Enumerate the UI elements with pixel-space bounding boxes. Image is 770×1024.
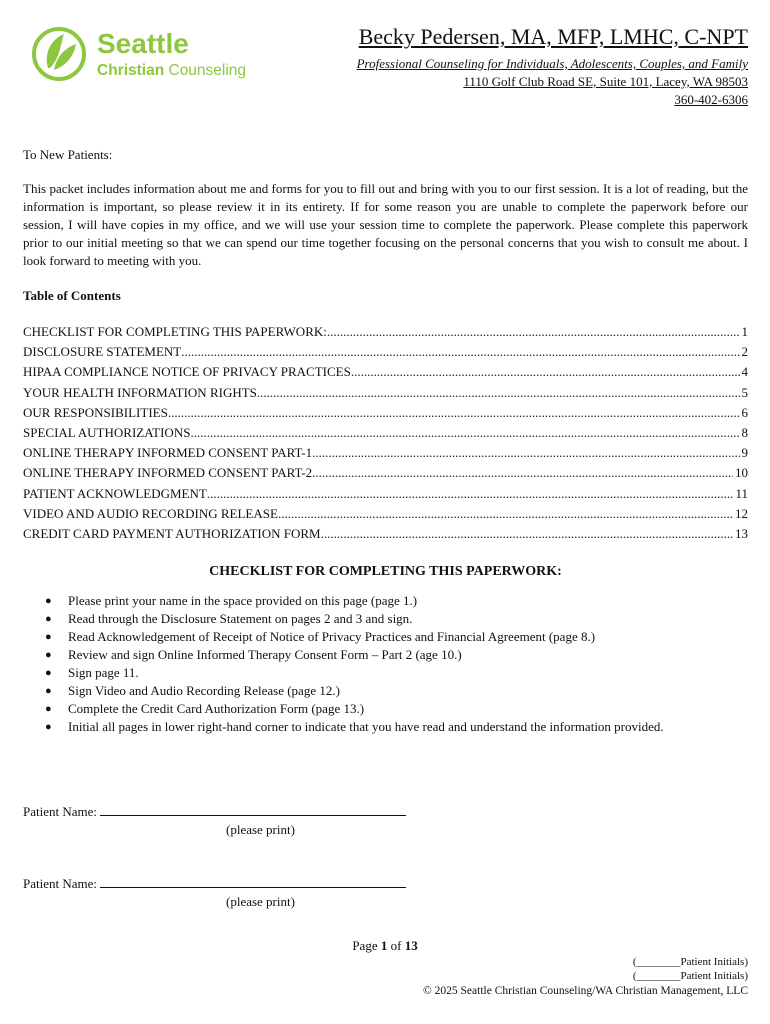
toc-entry[interactable] bbox=[23, 486, 748, 506]
toc-leader-dots bbox=[327, 324, 740, 340]
table-of-contents bbox=[23, 324, 748, 546]
toc-entry[interactable] bbox=[23, 385, 748, 405]
toc-entry-label: VIDEO AND AUDIO RECORDING RELEASE bbox=[23, 505, 278, 521]
toc-entry[interactable] bbox=[23, 364, 748, 384]
toc-entry-page: 2 bbox=[741, 344, 748, 360]
checklist-item: ● Initial all pages in lower right-hand corner to indicate that you have read and understand the information provided. bbox=[45, 718, 748, 736]
toc-title: Table of Contents bbox=[23, 288, 121, 303]
toc-leader-dots bbox=[181, 344, 739, 360]
toc-entry-page: 8 bbox=[741, 424, 748, 440]
patient-name-line[interactable] bbox=[100, 877, 406, 888]
address: 1110 Golf Club Road SE, Suite 101, Lacey, WA 98503 bbox=[463, 74, 748, 89]
please-print-hint: (please print) bbox=[226, 894, 295, 909]
letterhead bbox=[357, 24, 748, 109]
toc-leader-dots bbox=[321, 526, 733, 542]
toc-leader-dots bbox=[207, 486, 734, 502]
toc-entry[interactable] bbox=[23, 526, 748, 546]
intro-paragraph: This packet includes information about me and forms for you to fill out and bring with you to our first session. It is a lot of reading, but the information is important, so please review it in its entirety. If for some reason you are unable to complete the paperwork before our session, I will have copies in my office, and we will use your session time to complete the paperwork. Please complete this paperwork prior to our initial meeting so that we can spend our time together focusing on the personal concerns that you wish to consult me about. I look forward to meeting with you. bbox=[23, 181, 748, 268]
toc-entry-page: 13 bbox=[735, 525, 748, 541]
toc-entry-page: 12 bbox=[735, 505, 748, 521]
toc-entry-page: 5 bbox=[741, 384, 748, 400]
checklist-item: ● Read through the Disclosure Statement on pages 2 and 3 and sign. bbox=[45, 610, 748, 628]
toc-entry-label: CHECKLIST FOR COMPLETING THIS PAPERWORK: bbox=[23, 324, 327, 339]
toc-entry-label: SPECIAL AUTHORIZATIONS bbox=[23, 424, 191, 440]
patient-name-label: Patient Name: bbox=[23, 804, 98, 819]
checklist-item: ● Read Acknowledgement of Receipt of Notice of Privacy Practices and Financial Agreement (page 8.) bbox=[45, 628, 748, 646]
toc-entry-label: ONLINE THERAPY INFORMED CONSENT PART-2 bbox=[23, 465, 313, 481]
page-number: Page 1 of 13 bbox=[352, 938, 418, 953]
patient-name-label: Patient Name: bbox=[23, 876, 98, 891]
toc-entry-page: 9 bbox=[741, 445, 748, 461]
checklist-item: ● Sign Video and Audio Recording Release (page 12.) bbox=[45, 682, 748, 700]
patient-initials-line[interactable]: (________Patient Initials) bbox=[632, 956, 748, 968]
logo-brand-line2: Christian Counseling bbox=[97, 62, 247, 79]
logo bbox=[30, 24, 270, 88]
toc-entry-label: ONLINE THERAPY INFORMED CONSENT PART-1 bbox=[23, 445, 313, 461]
toc-entry[interactable] bbox=[23, 405, 748, 425]
toc-entry-label: HIPAA COMPLIANCE NOTICE OF PRIVACY PRACTICES bbox=[23, 364, 351, 380]
logo-brand-line1: Seattle bbox=[97, 28, 189, 59]
toc-entry-label: DISCLOSURE STATEMENT bbox=[23, 344, 182, 360]
toc-entry-page: 10 bbox=[735, 465, 748, 481]
toc-leader-dots bbox=[351, 364, 740, 380]
toc-entry-page: 1 bbox=[741, 324, 748, 339]
toc-entry-label: CREDIT CARD PAYMENT AUTHORIZATION FORM bbox=[23, 525, 321, 541]
counselor-name: Becky Pedersen, MA, MFP, LMHC, C-NPT bbox=[358, 24, 748, 49]
toc-leader-dots bbox=[190, 425, 739, 441]
please-print-hint: (please print) bbox=[226, 822, 295, 837]
checklist-item: ● Review and sign Online Informed Therapy Consent Form – Part 2 (age 10.) bbox=[45, 646, 748, 664]
toc-leader-dots bbox=[278, 506, 733, 522]
toc-entry[interactable] bbox=[23, 506, 748, 526]
toc-entry-label: PATIENT ACKNOWLEDGMENT bbox=[23, 485, 207, 501]
patient-name-line[interactable] bbox=[100, 805, 406, 816]
greeting: To New Patients: bbox=[23, 147, 113, 162]
toc-entry-page: 6 bbox=[741, 404, 748, 420]
phone: 360-402-6306 bbox=[674, 92, 748, 107]
checklist-item: ● Please print your name in the space provided on this page (page 1.) bbox=[45, 592, 748, 610]
patient-name-field[interactable] bbox=[23, 804, 406, 820]
patient-name-field[interactable] bbox=[23, 876, 406, 892]
toc-entry[interactable] bbox=[23, 425, 748, 445]
toc-entry[interactable] bbox=[23, 465, 748, 485]
checklist-item: ● Sign page 11. bbox=[45, 664, 748, 682]
toc-entry-page: 4 bbox=[741, 364, 748, 380]
toc-leader-dots bbox=[257, 385, 740, 401]
checklist bbox=[23, 592, 748, 736]
patient-initials-line[interactable]: (________Patient Initials) bbox=[632, 970, 748, 982]
checklist-item: ● Complete the Credit Card Authorization Form (page 13.) bbox=[45, 700, 748, 718]
toc-entry[interactable] bbox=[23, 344, 748, 364]
checklist-title: CHECKLIST FOR COMPLETING THIS PAPERWORK: bbox=[209, 564, 562, 580]
toc-leader-dots bbox=[312, 465, 733, 481]
toc-leader-dots bbox=[312, 445, 739, 461]
toc-entry-page: 11 bbox=[735, 485, 748, 501]
toc-entry-label: OUR RESPONSIBILITIES bbox=[23, 404, 168, 420]
toc-entry[interactable] bbox=[23, 445, 748, 465]
toc-entry[interactable] bbox=[23, 324, 748, 344]
copyright: © 2025 Seattle Christian Counseling/WA Christian Management, LLC bbox=[423, 985, 748, 997]
toc-entry-label: YOUR HEALTH INFORMATION RIGHTS bbox=[23, 384, 257, 400]
leaf-logo-icon bbox=[30, 24, 90, 84]
toc-leader-dots bbox=[168, 405, 740, 421]
tagline: Professional Counseling for Individuals, Adolescents, Couples, and Family bbox=[356, 56, 748, 71]
main-content bbox=[23, 147, 748, 736]
